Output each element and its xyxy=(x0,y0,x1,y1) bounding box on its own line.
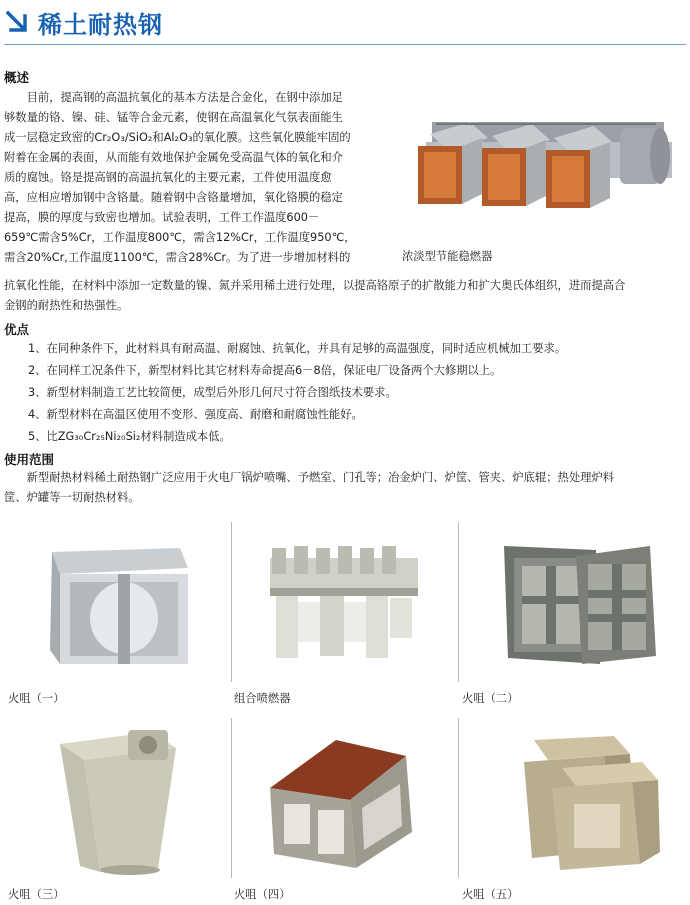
overview-line: 高，应相应增加钢中含铬量。随着钢中含铬量增加，氧化铬膜的稳定 xyxy=(4,191,343,204)
gallery-divider xyxy=(231,718,232,878)
overview-line: 目前，提高钢的高温抗氧化的基本方法是合金化，在钢中添加足 xyxy=(26,91,343,104)
usage-line: 筐、炉罐等一切耐热材料。 xyxy=(4,491,140,504)
gallery-caption: 组合喷燃器 xyxy=(234,692,291,705)
overview-line: 需含20%Cr,工作温度1100℃，需含28%Cr。为了进一步增加材料的 xyxy=(4,251,351,264)
list-item: 1、在同种条件下，此材料具有耐高温、耐腐蚀、抗氧化，并具有足够的高温强度，同时适应机械加工要求。 xyxy=(28,342,567,355)
gallery-caption: 火咀（五） xyxy=(462,888,519,901)
nozzle-house-image xyxy=(266,736,416,872)
list-item: 5、比ZG₃₀Cr₂₅Ni₂₀Si₂材料制造成本低。 xyxy=(28,430,231,443)
page-header xyxy=(4,4,163,40)
gallery-divider xyxy=(231,522,232,682)
list-item: 4、新型材料在高温区使用不变形、强度高、耐磨和耐腐蚀性能好。 xyxy=(28,408,363,421)
page-title: 稀土耐热钢 xyxy=(38,10,163,39)
overview-line: 金钢的耐热性和热强性。 xyxy=(4,299,129,312)
nozzle-frame-image xyxy=(500,540,660,670)
overview-line: 质的腐蚀。铬是提高钢的高温抗氧化的主要元素，工件使用温度愈 xyxy=(4,171,332,184)
gallery-caption: 火咀（一） xyxy=(8,692,65,705)
title-divider xyxy=(4,44,686,45)
usage-paragraph xyxy=(4,468,688,508)
gallery-caption: 火咀（四） xyxy=(234,888,291,901)
arrow-down-right-icon xyxy=(4,9,30,35)
overview-line: 够数量的铬、镍、硅、锰等合金元素，使钢在高温氧化气氛表面能生 xyxy=(4,111,343,124)
gallery-divider xyxy=(458,522,459,682)
advantages-heading: 优点 xyxy=(4,322,30,337)
overview-paragraph-continued xyxy=(4,276,688,316)
overview-line: 提高，膜的厚度与致密也增加。试验表明，工件工作温度600－ xyxy=(4,211,320,224)
overview-line: 659℃需含5%Cr，工作温度800℃，需含12%Cr，工作温度950℃， xyxy=(4,231,356,244)
usage-heading: 使用范围 xyxy=(4,452,55,467)
usage-line: 新型耐热材料稀土耐热钢广泛应用于火电厂锅炉喷嘴、予燃室、门孔等；冶金炉门、炉筐、管夹、炉底辊；热处理炉料 xyxy=(26,471,615,484)
advantages-list xyxy=(28,338,566,448)
list-item: 3、新型材料制造工艺比较简便，成型后外形几何尺寸符合图纸技术要求。 xyxy=(28,386,397,399)
nozzle-pair-image xyxy=(504,732,664,872)
gallery-divider xyxy=(458,718,459,878)
nozzle-cone-image xyxy=(56,726,186,876)
overview-line: 附着在金属的表面，从而能有效地保护金属免受高温气体的氧化和介 xyxy=(4,151,343,164)
gallery-caption: 火咀（二） xyxy=(462,692,519,705)
gallery-caption: 火咀（三） xyxy=(8,888,65,901)
overview-line: 成一层稳定致密的Cr₂O₃/SiO₂和Al₂O₃的氧化膜。这些氧化膜能牢固的 xyxy=(4,131,351,144)
burner-photo xyxy=(396,94,686,236)
burner-caption: 浓淡型节能稳燃器 xyxy=(402,250,493,263)
list-item: 2、在同样工况条件下，新型材料比其它材料寿命提高6－8倍，保证电厂设备两个大修期以上。 xyxy=(28,364,502,377)
overview-line: 抗氧化性能，在材料中添加一定数量的镍、氮并采用稀土进行处理，以提高铬原子的扩散能力和扩大奥氏体组织，进而提高合 xyxy=(4,279,626,292)
overview-paragraph xyxy=(4,88,378,268)
nozzle-box-image xyxy=(30,540,200,670)
combined-burner-image xyxy=(262,540,422,670)
overview-heading: 概述 xyxy=(4,70,30,85)
